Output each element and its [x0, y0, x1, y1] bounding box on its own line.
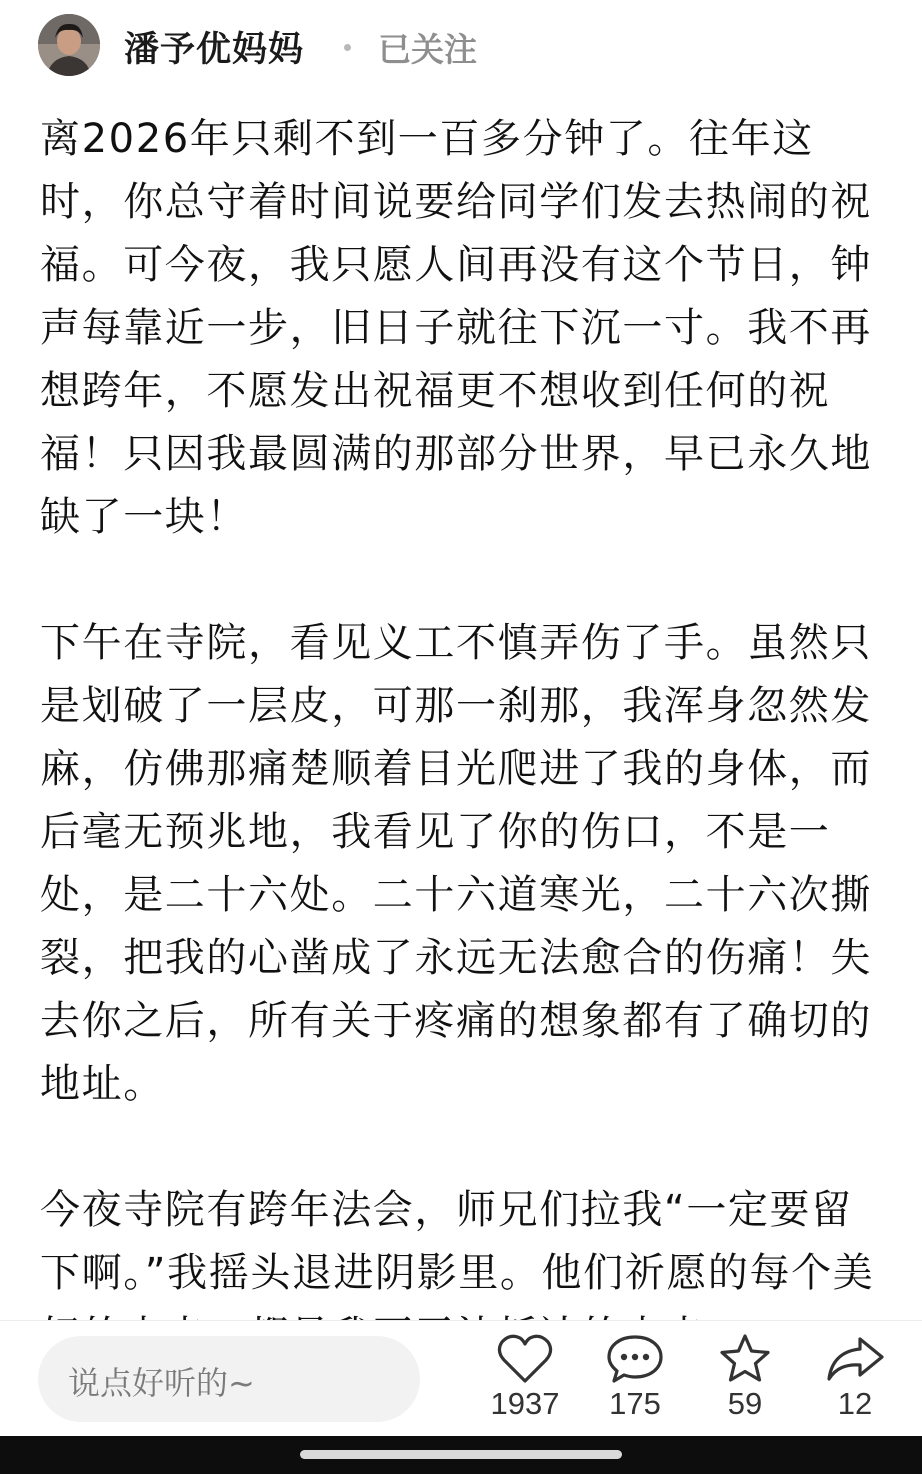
- post-header: [0, 0, 922, 92]
- author-avatar[interactable]: [38, 14, 100, 76]
- post-paragraph: 今夜寺院有跨年法会，师兄们拉我“一定要留下啊。”我摇头退进阴影里。他们祈愿的每个美: [40, 1187, 875, 1296]
- follow-status-button[interactable]: 已关注: [378, 30, 477, 69]
- post-paragraph: 离2026年只剩不到一百多分钟了。往年这时，你总守着时间说要给同学们发去热闹的祝福。可今夜，我只愿人间再没有这个节日，钟声每靠近一步，旧日子就往下沉一寸。我不再想跨年，不愿发出祝福更不想收到任何的祝福！只因我最圆满的那部分世界，早已永久地缺了一块！: [40, 116, 872, 540]
- share-count: 12: [837, 1386, 873, 1421]
- home-gesture-handle[interactable]: [300, 1450, 622, 1459]
- speech-bubble-icon: [606, 1333, 664, 1385]
- comment-count: 175: [609, 1386, 661, 1421]
- comment-input[interactable]: [38, 1336, 420, 1422]
- favorite-button[interactable]: [690, 1333, 800, 1433]
- avatar-photo-icon: [38, 14, 100, 76]
- action-bar: [0, 1320, 922, 1437]
- share-button[interactable]: [800, 1333, 910, 1433]
- comment-placeholder: 说点好听的~: [68, 1364, 255, 1402]
- comment-button[interactable]: [580, 1333, 690, 1433]
- separator-dot: [344, 44, 351, 51]
- post-paragraph: 下午在寺院，看见义工不慎弄伤了手。虽然只是划破了一层皮，可那一刹那，我浑身忽然发麻，仿佛那痛楚顺着目光爬进了我的身体，而后毫无预兆地，我看见了你的伤口，不是一处，是二十六处。二十六道寒光，二十六次撕裂，把我的心凿成了永远无法愈合的伤痛！失去你之后，所有关于疼痛的想象都有了确切的地址。: [40, 620, 872, 1107]
- system-navigation-bar: [0, 1436, 922, 1474]
- favorite-count: 59: [727, 1386, 763, 1421]
- like-count: 1937: [490, 1386, 560, 1421]
- heart-icon: [496, 1333, 554, 1385]
- share-arrow-icon: [824, 1333, 886, 1385]
- like-button[interactable]: [470, 1333, 580, 1433]
- post-content: [40, 108, 885, 1431]
- star-icon: [716, 1333, 774, 1385]
- author-name[interactable]: 潘予优妈妈: [124, 30, 305, 70]
